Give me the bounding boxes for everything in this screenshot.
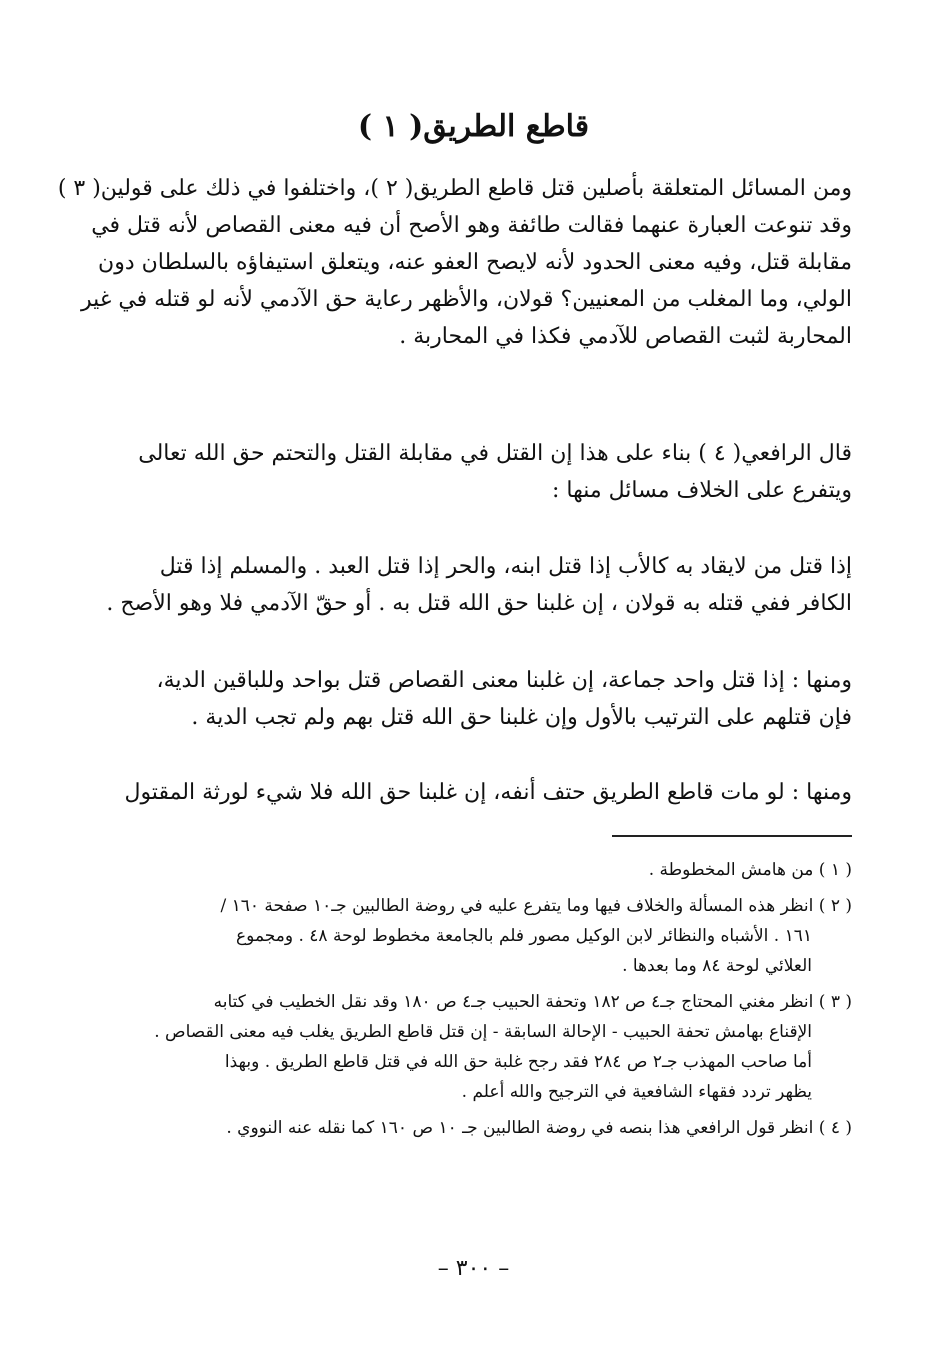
footnote-line: ( ٣ ) انظر مغني المحتاج جـ٤ ص ١٨٢ وتحفة الحبيب جـ٤ ص ١٨٠ وقد نقل الخطيب في كتابه bbox=[213, 992, 852, 1012]
paragraph-line: الولي، وما المغلب من المعنيين؟ قولان، والأظهر رعاية حق الآدمي لأنه لو قتله في غير bbox=[81, 287, 852, 312]
paragraph-3 bbox=[106, 548, 852, 622]
paragraph-line: ومنها : إذا قتل واحد جماعة، إن غلبنا معنى القصاص قتل بواحد وللباقين الدية، bbox=[156, 668, 852, 693]
paragraph-line: المحاربة لثبت القصاص للآدمي فكذا في المحاربة . bbox=[399, 324, 852, 349]
paragraph-line: ويتفرع على الخلاف مسائل منها : bbox=[551, 478, 852, 503]
paragraph-5 bbox=[112, 774, 852, 811]
footnote-line: ( ٢ ) انظر هذه المسألة والخلاف فيها وما يتفرع عليه في روضة الطالبين جـ١٠ صفحة ١٦٠ / bbox=[220, 896, 852, 916]
paragraph-line: الكافر ففي قتله به قولان ، إن غلبنا حق الله قتل به . أو حقّ الآدمي فلا وهو الأصح . bbox=[106, 591, 852, 616]
footnote-line: يظهر تردد فقهاء الشافعية في الترجيح والله أعلم . bbox=[461, 1082, 812, 1102]
footnote-line: ( ٤ ) انظر قول الرافعي هذا بنصه في روضة الطالبين جـ ١٠ ص ١٦٠ كما نقله عنه النووي . bbox=[226, 1118, 852, 1138]
paragraph-4 bbox=[112, 662, 852, 736]
paragraph-line: ومن المسائل المتعلقة بأصلين قتل قاطع الطريق( ٢ )، واختلفوا في ذلك على قولين( ٣ ) bbox=[57, 176, 852, 201]
footnote-4 bbox=[107, 1113, 852, 1143]
paragraph-line: إذا قتل من لايقاد به كالأب إذا قتل ابنه، والحر إذا قتل العبد . والمسلم إذا قتل bbox=[159, 554, 852, 579]
footnote-line: العلائي لوحة ٨٤ وما بعدها . bbox=[622, 956, 812, 976]
footnote-line: أما صاحب المهذب جـ٢ ص ٢٨٤ فقد رجح غلبة حق الله في قتل قاطع الطريق . وبهذا bbox=[224, 1052, 812, 1072]
paragraph-line: وقد تنوعت العبارة عنهما فقالت طائفة وهو الأصح أن فيه معنى القصاص لأنه قتل في bbox=[91, 213, 852, 238]
footnote-separator bbox=[612, 835, 852, 837]
footnote-1 bbox=[107, 855, 852, 885]
paragraph-line: فإن قتلهم على الترتيب بالأول وإن غلبنا حق الله قتل بهم ولم تجب الدية . bbox=[191, 705, 852, 730]
footnote-3 bbox=[107, 987, 852, 1107]
paragraph-line: مقابلة قتل، وفيه معنى الحدود لأنه لايصح العفو عنه، ويتعلق استيفاؤه بالسلطان دون bbox=[98, 250, 852, 275]
footnote-line: الإقناع بهامش تحفة الحبيب - الإحالة السابقة - إن قتل قاطع الطريق يغلب فيه معنى القصاص . bbox=[154, 1022, 812, 1042]
footnote-line: ١٦١ . الأشباه والنظائر لابن الوكيل مصور فلم بالجامعة مخطوط لوحة ٤٨ . ومجموع bbox=[236, 926, 812, 946]
paragraph-line: قال الرافعي( ٤ ) بناء على هذا إن القتل في مقابلة القتل والتحتم حق الله تعالى bbox=[138, 441, 852, 466]
paragraph-line: ومنها : لو مات قاطع الطريق حتف أنفه، إن غلبنا حق الله فلا شيء لورثة المقتول bbox=[124, 780, 852, 805]
page-number: – ٣٠٠ – bbox=[437, 1256, 510, 1281]
page-title: قاطع الطريق( ١ ) bbox=[357, 109, 590, 144]
footnotes bbox=[107, 855, 852, 1143]
footnote-line: ( ١ ) من هامش المخطوطة . bbox=[648, 860, 852, 880]
paragraph-2 bbox=[112, 435, 852, 509]
paragraph-1 bbox=[57, 170, 852, 355]
footnote-2 bbox=[107, 891, 852, 981]
